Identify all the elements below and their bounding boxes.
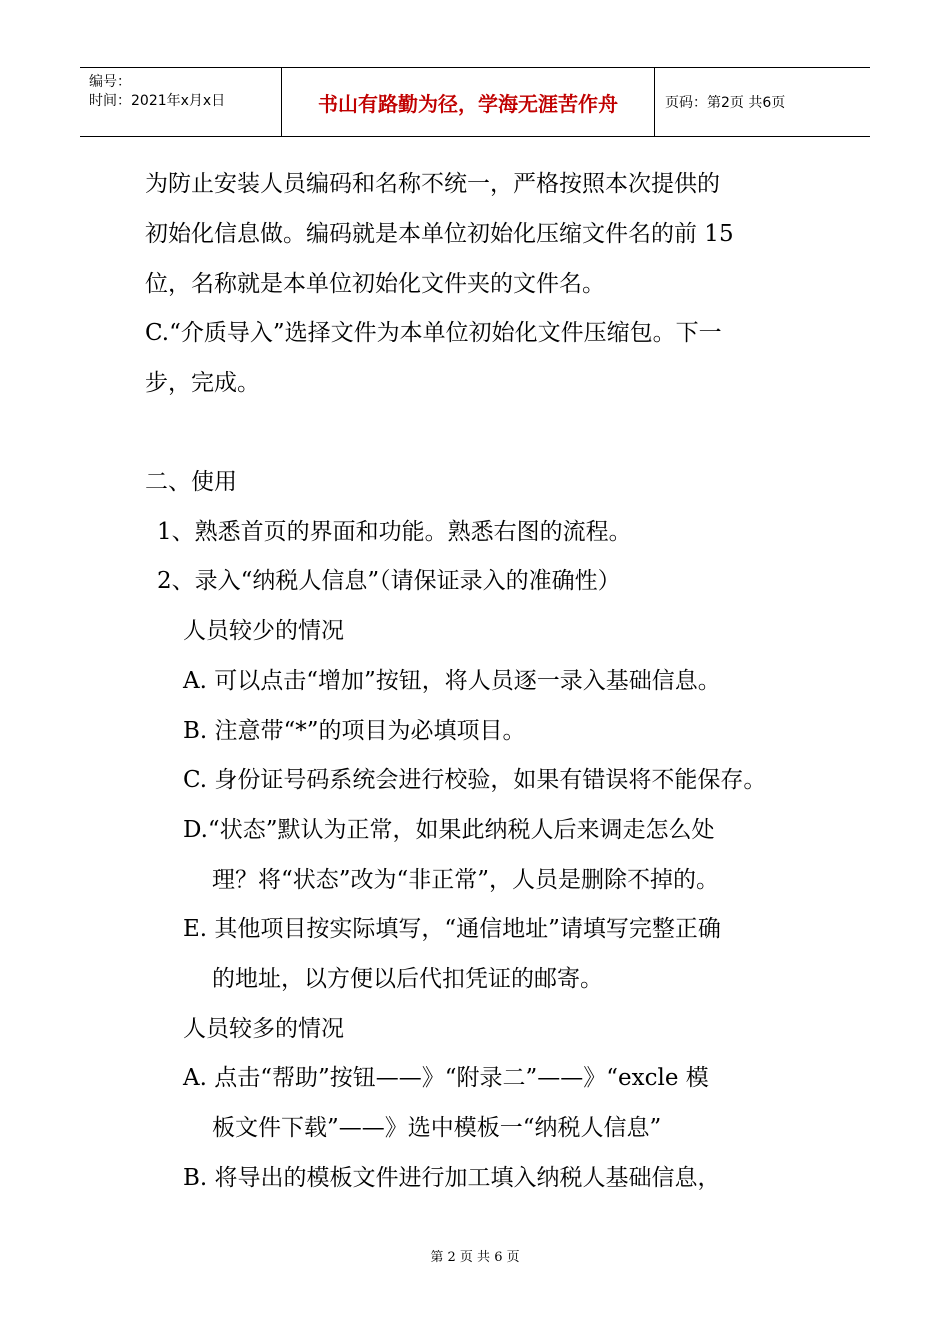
body-line: B. 将导出的模板文件进行加工填入纳税人基础信息， bbox=[183, 1165, 721, 1191]
body-line: 2、录入“纳税人信息”（请保证录入的准确性） bbox=[157, 568, 621, 594]
header-page-info: 页码：第2页 共6页 bbox=[665, 95, 786, 111]
body-line: 初始化信息做。编码就是本单位初始化压缩文件名的前 15 bbox=[145, 221, 734, 247]
subheading: 人员较少的情况 bbox=[183, 618, 344, 644]
section-heading: 二、使用 bbox=[145, 469, 237, 495]
header-meta bbox=[80, 68, 282, 136]
body-line: C.“介质导入”选择文件为本单位初始化文件压缩包。下一 bbox=[145, 320, 722, 346]
body-line: 为防止安装人员编码和名称不统一，严格按照本次提供的 bbox=[145, 171, 720, 197]
time-label: 时间：2021年x月x日 bbox=[89, 93, 226, 109]
header-motto-cell bbox=[282, 68, 655, 136]
body-line: C. 身份证号码系统会进行校验，如果有错误将不能保存。 bbox=[183, 767, 767, 793]
subheading: 人员较多的情况 bbox=[183, 1016, 344, 1042]
body-line: A. 点击“帮助”按钮——》“附录二”——》“excle 模 bbox=[183, 1065, 709, 1091]
body-line: 板文件下载”——》选中模板一“纳税人信息” bbox=[212, 1115, 662, 1141]
body-line: B. 注意带“*”的项目为必填项目。 bbox=[183, 718, 526, 744]
number-label: 编号： bbox=[89, 74, 131, 90]
body-line: 理？将“状态”改为“非正常”，人员是删除不掉的。 bbox=[212, 867, 720, 893]
body-line: 1、熟悉首页的界面和功能。熟悉右图的流程。 bbox=[157, 519, 632, 545]
page-header bbox=[80, 67, 870, 137]
body-line: 的地址，以方便以后代扣凭证的邮寄。 bbox=[212, 966, 603, 992]
header-motto: 书山有路勤为径，学海无涯苦作舟 bbox=[318, 91, 618, 116]
body-line: E. 其他项目按实际填写，“通信地址”请填写完整正确 bbox=[183, 916, 721, 942]
page-footer: 第 2 页 共 6 页 bbox=[430, 1250, 520, 1265]
body-line: 步，完成。 bbox=[145, 370, 260, 396]
body-line: 位，名称就是本单位初始化文件夹的文件名。 bbox=[145, 271, 605, 297]
header-page-info-cell bbox=[655, 68, 870, 136]
body-line: D.“状态”默认为正常，如果此纳税人后来调走怎么处 bbox=[183, 817, 715, 843]
body-line: A. 可以点击“增加”按钮，将人员逐一录入基础信息。 bbox=[183, 668, 721, 694]
